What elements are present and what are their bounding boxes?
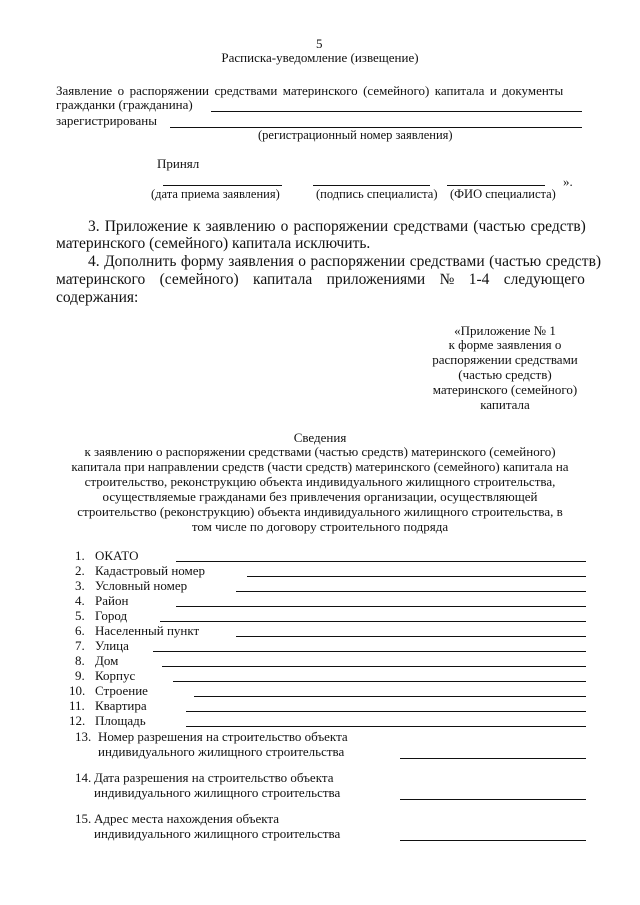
field-label-cadastral-number: Кадастровый номер [95,563,206,578]
field-label-house: Дом [95,653,119,668]
appendix-line6: капитала [480,397,530,412]
field-line-building[interactable] [173,681,586,682]
field-line-city[interactable] [160,621,586,622]
field-label-structure: Строение [95,683,148,698]
field-label-permit-date-line2: индивидуального жилищного строительства [94,785,341,800]
field-line-house[interactable] [162,666,586,667]
field-number: 11. [69,698,85,713]
page-number: 5 [316,36,323,51]
field-number: 3. [75,578,85,593]
field-label-permit-number-line2: индивидуального жилищного строительства [98,744,345,759]
receipt-line2: гражданки (гражданина) [56,97,193,112]
info-line6: том числе по договору строительного подряда [191,519,449,534]
field-number: 2. [75,563,85,578]
field-label-settlement: Населенный пункт [95,623,200,638]
field-label-apartment: Квартира [95,698,147,713]
amendment-3-line1: 3. Приложение к заявлению о распоряжении средствами (частью средств) [88,218,586,235]
appendix-line5: материнского (семейного) [432,382,578,397]
acceptance-date-line[interactable] [163,185,282,186]
info-title: Сведения [293,430,347,445]
field-label-area: Площадь [95,713,146,728]
field-line-permit-date[interactable] [400,799,586,800]
info-line4: осуществляемые гражданами без привлечения организации, осуществляющей [102,489,538,504]
closing-mark: ». [563,174,573,189]
field-number: 5. [75,608,85,623]
field-number: 4. [75,593,85,608]
field-label-permit-number-line1: Номер разрешения на строительство объекта [98,729,348,744]
field-label-permit-date-line1: Дата разрешения на строительство объекта [94,770,334,785]
field-label-okato: ОКАТО [95,548,139,563]
field-line-settlement[interactable] [236,636,586,637]
field-label-city: Город [95,608,128,623]
field-line-street[interactable] [153,651,586,652]
receipt-line1: Заявление о распоряжении средствами материнского (семейного) капитала и документы [56,83,564,98]
field-number: 10. [69,683,86,698]
field-line-structure[interactable] [194,696,586,697]
receipt-title: Расписка-уведомление (извещение) [221,50,419,65]
accepted-label: Принял [157,156,200,171]
citizen-name-line[interactable] [211,111,582,112]
field-number: 14. [75,770,92,785]
field-line-object-address[interactable] [400,840,586,841]
registration-number-caption: (регистрационный номер заявления) [258,128,453,142]
field-label-object-address-line2: индивидуального жилищного строительства [94,826,341,841]
field-number: 15. [75,811,92,826]
field-label-district: Район [95,593,129,608]
info-line1: к заявлению о распоряжении средствами (частью средств) материнского (семейного) [84,444,556,459]
field-line-district[interactable] [176,606,586,607]
amendment-4-line3: содержания: [56,289,139,306]
appendix-line3: распоряжении средствами [432,352,578,367]
amendment-4-line1: 4. Дополнить форму заявления о распоряжении средствами (частью средств) [88,253,602,270]
appendix-line2: к форме заявления о [448,337,562,352]
info-line5: строительство (реконструкцию) объекта индивидуального жилищного строительства, в [77,504,563,519]
acceptance-date-caption: (дата приема заявления) [151,187,280,201]
appendix-line4: (частью средств) [458,367,552,382]
amendment-3-line2: материнского (семейного) капитала исключить. [56,235,371,252]
field-line-conditional-number[interactable] [236,591,586,592]
field-line-area[interactable] [186,726,586,727]
field-number: 13. [75,729,92,744]
field-number: 7. [75,638,85,653]
info-line3: строительство, реконструкцию объекта индивидуального жилищного строительства, [84,474,556,489]
field-line-permit-number[interactable] [400,758,586,759]
specialist-fio-caption: (ФИО специалиста) [450,187,556,201]
field-number: 6. [75,623,85,638]
specialist-signature-line[interactable] [313,185,430,186]
field-label-building: Корпус [95,668,136,683]
field-label-object-address-line1: Адрес места нахождения объекта [94,811,280,826]
appendix-line1: «Приложение № 1 [454,323,556,338]
field-label-street: Улица [95,638,129,653]
specialist-signature-caption: (подпись специалиста) [316,187,438,201]
amendment-4-line2: материнского (семейного) капитала приложениями № 1-4 следующего [56,271,585,288]
receipt-line3: зарегистрированы [56,113,157,128]
field-line-okato[interactable] [176,561,586,562]
specialist-fio-line[interactable] [447,185,545,186]
field-line-cadastral-number[interactable] [247,576,586,577]
field-label-conditional-number: Условный номер [95,578,188,593]
field-number: 12. [69,713,86,728]
field-number: 1. [75,548,85,563]
field-number: 9. [75,668,85,683]
field-number: 8. [75,653,85,668]
field-line-apartment[interactable] [186,711,586,712]
info-line2: капитала при направлении средств (части средств) материнского (семейного) капитала на [71,459,569,474]
